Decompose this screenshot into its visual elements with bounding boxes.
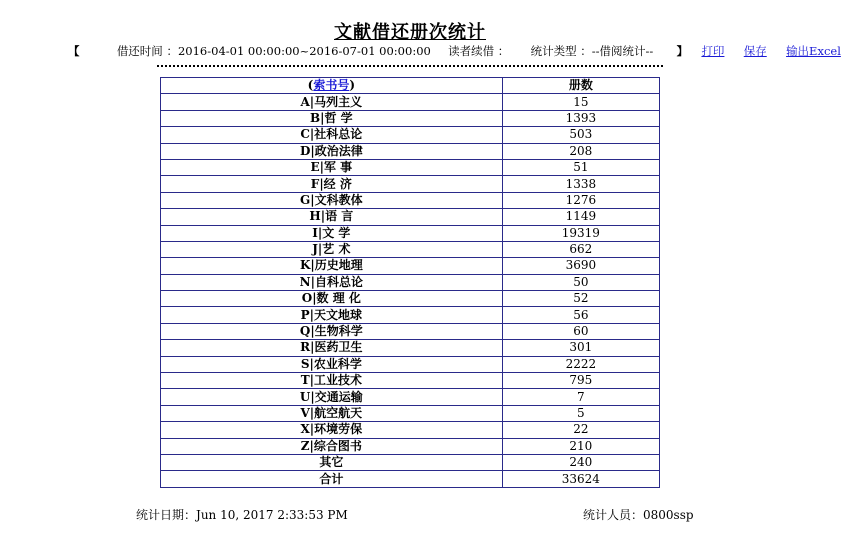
count-cell: 301 [502,340,659,356]
table-row [161,143,660,159]
stat-type-label: 统计类型 [530,44,577,58]
category-cell: T|工业技术 [161,373,503,389]
stat-date [136,506,348,523]
table-body [161,94,660,487]
dotted-divider [157,65,663,67]
table-row [161,291,660,307]
stat-date-label: 统计日期： [136,508,197,522]
category-cell: G|文科教体 [161,192,503,208]
table-row [161,274,660,290]
count-cell: 503 [502,127,659,143]
table-row [161,209,660,225]
table-row [161,356,660,372]
count-cell: 795 [502,373,659,389]
count-cell: 60 [502,323,659,339]
table-row [161,323,660,339]
table-row [161,373,660,389]
time-range-label: 借还时间 [116,44,163,58]
call-number-sort-link[interactable]: 索书号 [313,78,350,93]
category-cell: J|艺 术 [161,241,503,257]
table-row [161,159,660,175]
page-title: 文献借还册次统计 [334,22,486,43]
count-cell: 1338 [502,176,659,192]
category-cell: B|哲 学 [161,110,503,126]
table-row [161,176,660,192]
count-cell: 210 [502,438,659,454]
header-paren-close: ) [349,78,356,93]
count-cell: 33624 [502,471,659,487]
count-cell: 662 [502,241,659,257]
criteria-close-bracket: 】 [676,44,689,58]
category-cell: Q|生物科学 [161,323,503,339]
table-header-row [161,78,660,94]
category-cell: C|社科总论 [161,127,503,143]
category-cell: V|航空航天 [161,405,503,421]
export-excel-link[interactable]: 输出Excel [786,44,841,58]
criteria-open-bracket: 【 [68,44,80,58]
save-link[interactable]: 保存 [743,44,767,58]
stat-user [583,506,694,523]
category-cell: 合计 [161,471,503,487]
count-column-header: 册数 [502,78,659,94]
table-row [161,405,660,421]
table-row [161,94,660,110]
count-cell: 56 [502,307,659,323]
count-cell: 1393 [502,110,659,126]
stat-date-value: Jun 10, 2017 2:33:53 PM [196,508,348,522]
count-cell: 1149 [502,209,659,225]
count-cell: 50 [502,274,659,290]
count-cell: 51 [502,159,659,175]
count-cell: 5 [502,405,659,421]
count-cell: 52 [502,291,659,307]
table-row [161,471,660,487]
table-row [161,307,660,323]
count-cell: 19319 [502,225,659,241]
category-cell: E|军 事 [161,159,503,175]
count-cell: 7 [502,389,659,405]
stat-type-value: ：--借阅统计-- [580,44,654,58]
table-row [161,110,660,126]
category-cell: O|数 理 化 [161,291,503,307]
category-cell: D|政治法律 [161,143,503,159]
table-row [161,192,660,208]
table-row [161,454,660,470]
query-criteria-bar [68,43,841,59]
stat-user-label: 统计人员： [583,508,644,522]
count-cell: 22 [502,422,659,438]
category-cell: Z|综合图书 [161,438,503,454]
count-cell: 240 [502,454,659,470]
category-cell: R|医药卫生 [161,340,503,356]
table-row [161,340,660,356]
count-cell: 1276 [502,192,659,208]
category-cell: X|环境劳保 [161,422,503,438]
count-cell: 2222 [502,356,659,372]
reader-renew-label: 读者续借 [448,44,495,58]
table-row [161,389,660,405]
stat-user-value: 0800ssp [643,508,694,522]
category-cell: U|交通运输 [161,389,503,405]
table-row [161,258,660,274]
category-column-header [161,78,503,94]
table-row [161,127,660,143]
table-row [161,241,660,257]
category-cell: N|自科总论 [161,274,503,290]
reader-renew-value: ： [497,44,510,58]
header-paren-open: ( [307,78,314,93]
table-row [161,422,660,438]
category-cell: A|马列主义 [161,94,503,110]
category-cell: H|语 言 [161,209,503,225]
category-cell: F|经 济 [161,176,503,192]
count-cell: 15 [502,94,659,110]
category-cell: I|文 学 [161,225,503,241]
count-cell: 208 [502,143,659,159]
time-range-value: ：2016-04-01 00:00:00~2016-07-01 00:00:00 [166,44,431,58]
statistics-table [160,77,660,488]
category-cell: S|农业科学 [161,356,503,372]
table-row [161,438,660,454]
table-row [161,225,660,241]
count-cell: 3690 [502,258,659,274]
print-link[interactable]: 打印 [701,44,725,58]
category-cell: 其它 [161,454,503,470]
category-cell: K|历史地理 [161,258,503,274]
category-cell: P|天文地球 [161,307,503,323]
